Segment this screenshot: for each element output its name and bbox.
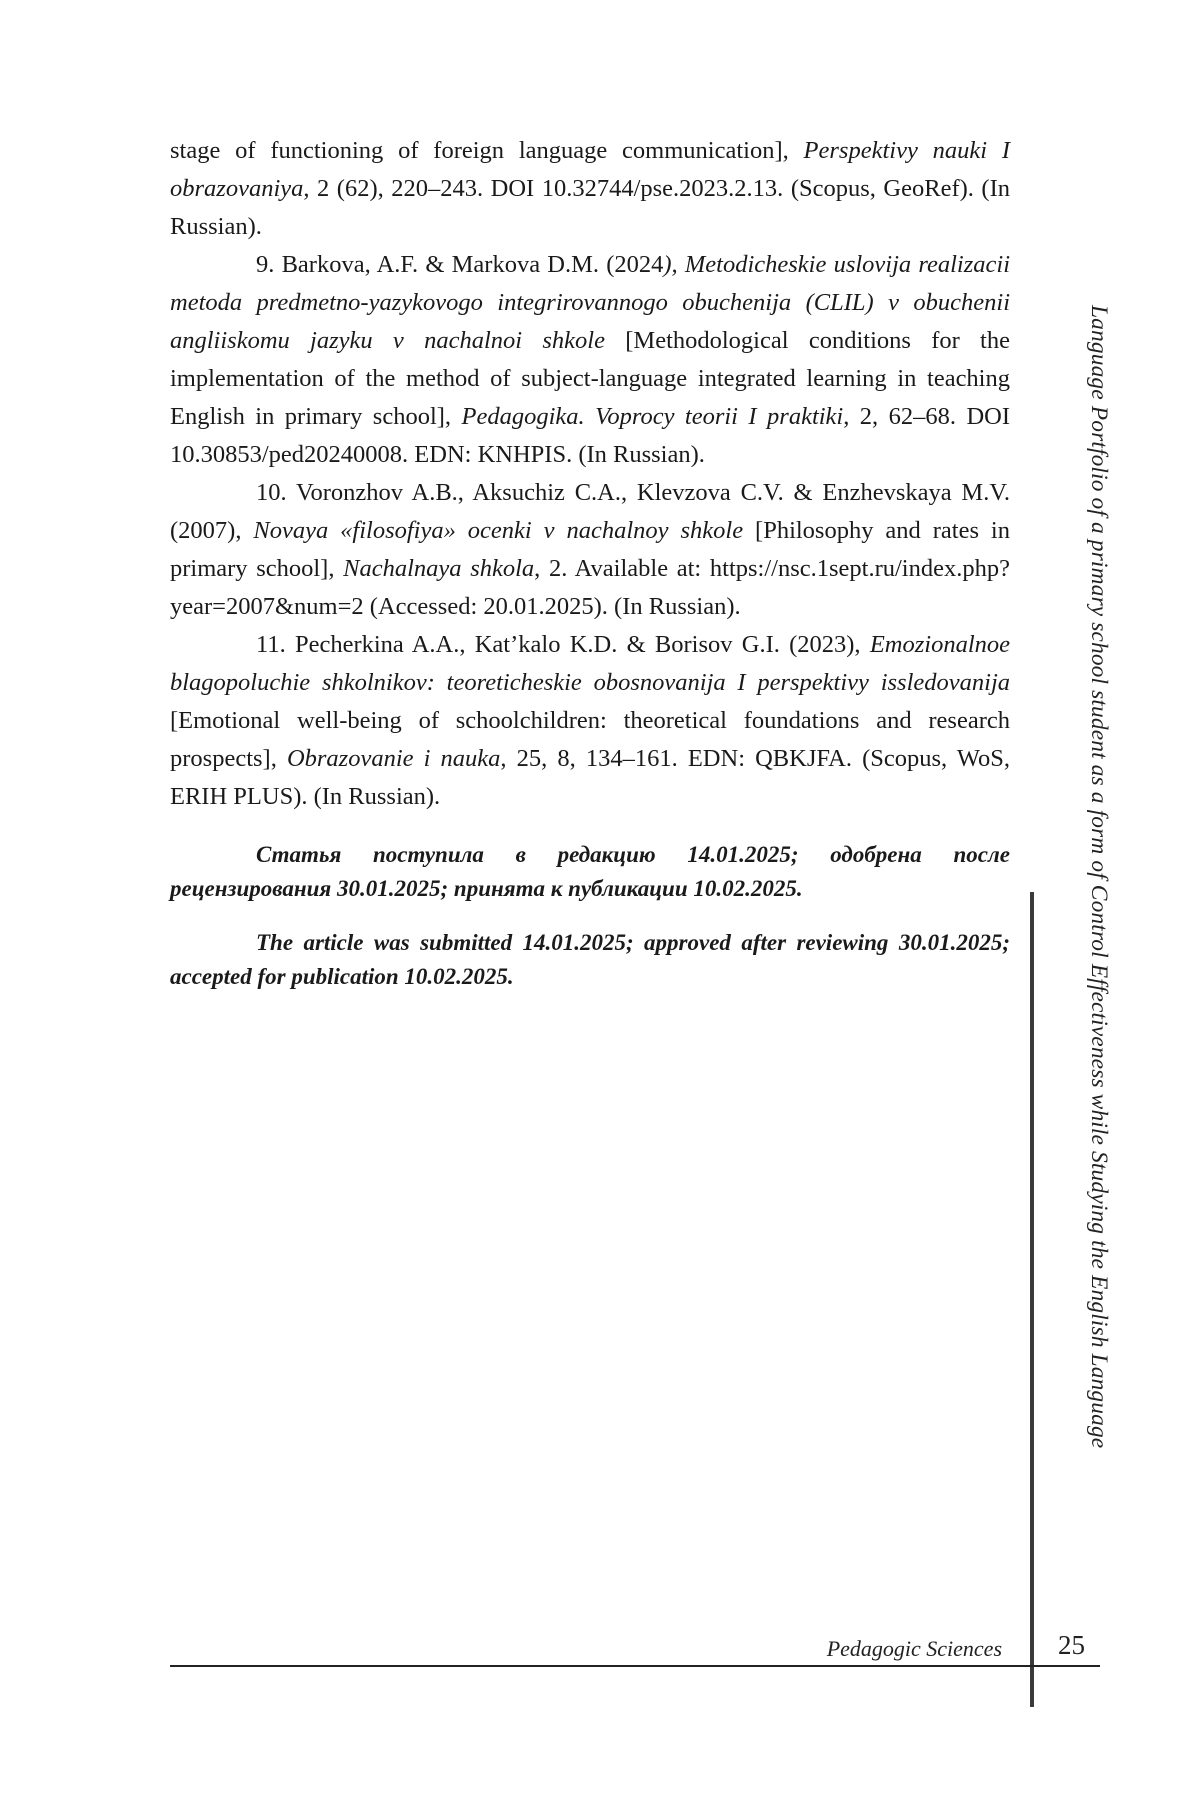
ref-part: [Emotional well-being of schoolchildren: theoretical foundations and research prospects], — [170, 707, 1010, 772]
ref-title: Emozionalnoe blagopoluchie shkolnikov: teoreticheskie obosnovanija I perspektivy issledovanija — [170, 631, 1010, 696]
footer-journal-name: Pedagogic Sciences — [827, 1636, 1002, 1662]
submission-note-russian: Статья поступила в редакцию 14.01.2025; одобрена после рецензирования 30.01.2025; принята к публикации 10.02.2025. — [170, 838, 1010, 906]
ref-part: [Philosophy and rates in primary school], — [170, 517, 1010, 582]
ref-journal: Perspektivy nauki I obrazovaniya — [170, 137, 1010, 202]
ref-title: Novaya «filosofiya» ocenki v nachalnoy shkole — [253, 517, 743, 544]
reference-11 — [170, 626, 1010, 816]
ref-part: 10. Voronzhov A.B., Aksuchiz C.A., Klevzova C.V. & Enzhevskaya M.V. (2007), — [170, 479, 1010, 544]
references-list — [170, 132, 1010, 994]
ref-part: 11. Pecherkina A.A., Kat’kalo K.D. & Borisov G.I. (2023), — [256, 631, 870, 658]
ref-part: , 2. Available at: https://nsc.1sept.ru/index.php?year=2007&num=2 (Accessed: 20.01.2025). (In Russian). — [170, 555, 1010, 620]
reference-10 — [170, 474, 1010, 626]
ref-part: 9. Barkova, A.F. & Markova D.M. (2024 — [256, 251, 663, 278]
running-title-vertical: Language Portfolio of a primary school student as a form of Control Effectiveness while Studying the English Language — [1085, 305, 1112, 1448]
reference-8-continuation — [170, 132, 1010, 246]
ref-part: stage of functioning of foreign language communication], — [170, 137, 804, 164]
submission-note-english: The article was submitted 14.01.2025; approved after reviewing 30.01.2025; accepted for publication 10.02.2025. — [170, 926, 1010, 994]
ref-part: , 2, 62–68. DOI 10.30853/ped20240008. EDN: KNHPIS. (In Russian). — [170, 403, 1010, 468]
page-number: 25 — [1058, 1630, 1085, 1661]
ref-journal: Obrazovanie i nauka — [287, 745, 500, 772]
footer-rule — [170, 1665, 1100, 1667]
ref-journal: Pedagogika. Voprocy teorii I praktiki — [462, 403, 844, 430]
ref-title: ), Metodicheskie uslovija realizacii metoda predmetno-yazykovogo integrirovannogo obuchenija (CLIL) v obuchenii angliiskomu jazyku v nachalnoi shkole — [170, 251, 1010, 354]
ref-part: , 25, 8, 134–161. EDN: QBKJFA. (Scopus, WoS, ERIH PLUS). (In Russian). — [170, 745, 1010, 810]
ref-journal: Nachalnaya shkola — [343, 555, 534, 582]
ref-part: [Methodological conditions for the implementation of the method of subject-language integrated learning in teaching English in primary school], — [170, 327, 1010, 430]
reference-9 — [170, 246, 1010, 474]
ref-part: , 2 (62), 220–243. DOI 10.32744/pse.2023.2.13. (Scopus, GeoRef). (In Russian). — [170, 175, 1010, 240]
vertical-divider — [1030, 892, 1034, 1707]
